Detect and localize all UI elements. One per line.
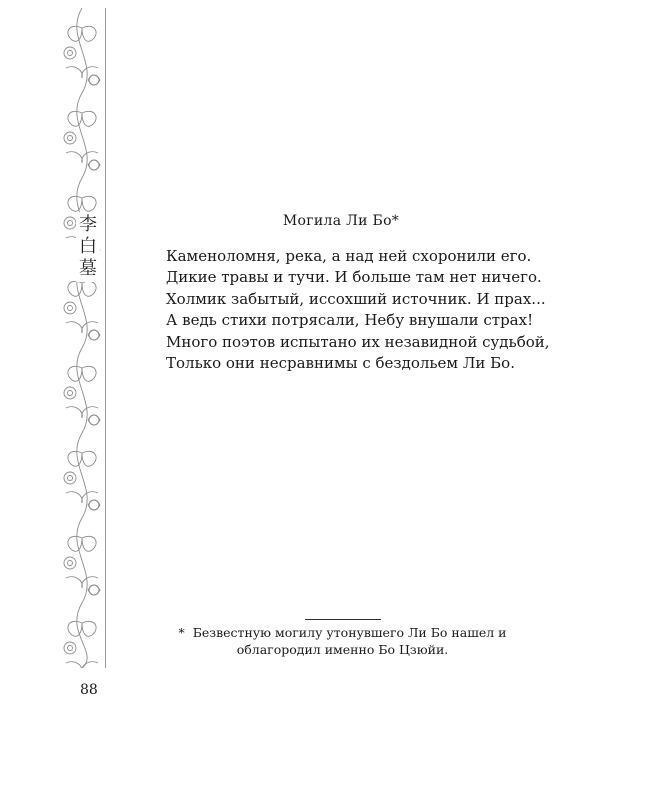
page-number: 88 — [80, 682, 98, 698]
poem-title: Могила Ли Бо* — [282, 213, 400, 229]
poem-line: А ведь стихи потрясали, Небу внушали страх! — [166, 311, 534, 330]
poem-line: Холмик забытый, иссохший источник. И прах... — [166, 289, 546, 308]
footnote — [150, 624, 535, 658]
footnote-marker: * — [178, 625, 185, 640]
poem-line: Много поэтов испытано их незавидной судьбой, — [166, 332, 550, 351]
footnote-separator — [305, 619, 381, 620]
poem-line: Только они несравнимы с бездольем Ли Бо. — [166, 354, 515, 373]
chinese-char: 白 — [79, 236, 97, 257]
poem-body — [166, 246, 586, 374]
floral-border-ornament — [58, 8, 106, 668]
chinese-char: 墓 — [79, 258, 97, 279]
chinese-char: 李 — [79, 214, 97, 235]
margin-rule — [105, 8, 106, 668]
chinese-title-vertical — [76, 212, 100, 282]
poem-line: Дикие травы и тучи. И больше там нет ничего. — [166, 268, 542, 287]
footnote-text: Безвестную могилу утонувшего Ли Бо нашел и облагородил именно Бо Цзюйи. — [192, 625, 507, 657]
poem-line: Каменоломня, река, а над ней схоронили его. — [166, 247, 532, 265]
